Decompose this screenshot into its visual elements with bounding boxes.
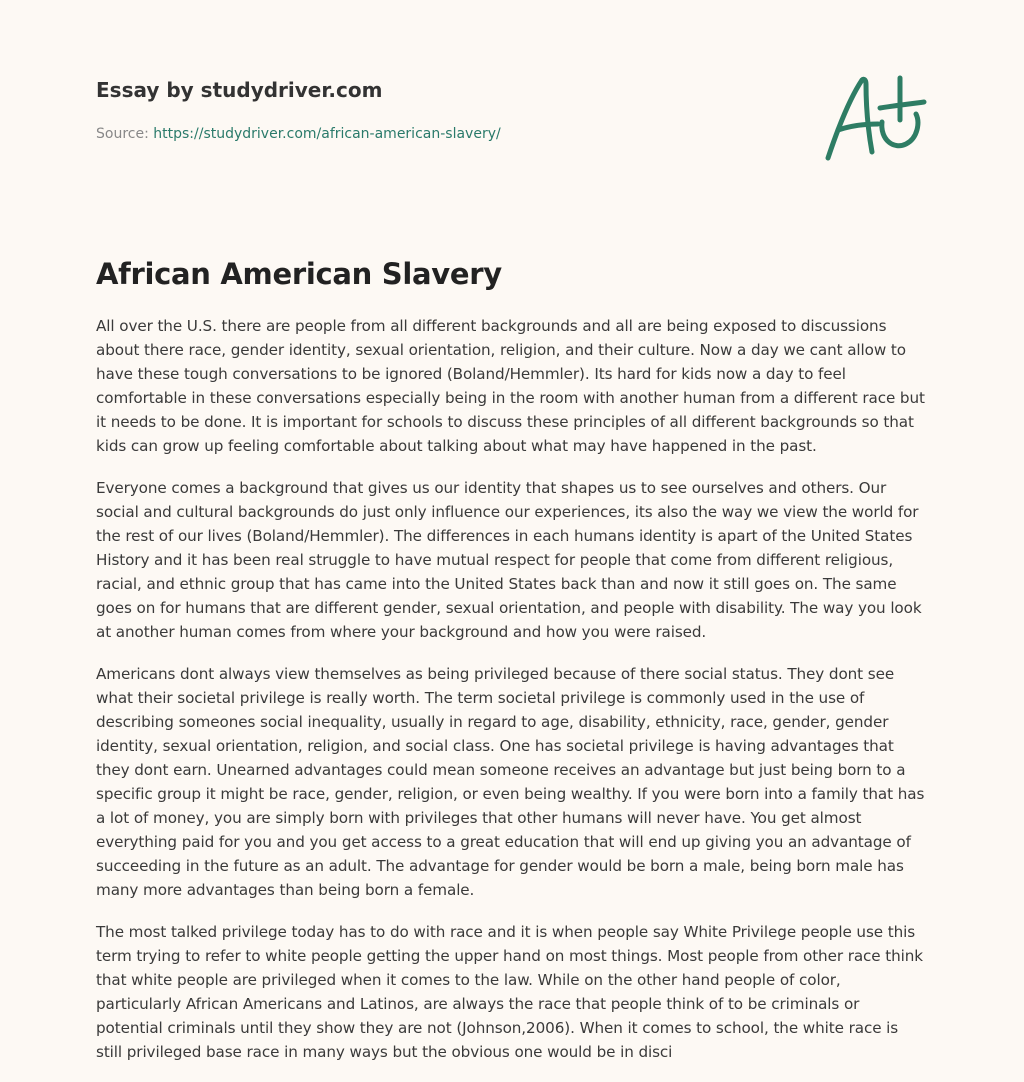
article-title: African American Slavery — [96, 257, 502, 291]
a-plus-logo-icon — [820, 68, 930, 164]
paragraph: All over the U.S. there are people from all different backgrounds and all are being exposed to discussions about there race, gender identity, sexual orientation, religion, and their culture. Now a day we cant allow to have these tough conversations to be ignored (Boland/Hemmler). Its hard for kids now a day to feel comfortable in these conversations especially being in the room with another human from a different race but it needs to be done. It is important for schools to discuss these principles of all different backgrounds so that kids can grow up feeling comfortable about talking about what may have happened in the past. — [96, 317, 925, 455]
document-header — [96, 76, 736, 144]
paragraph: The most talked privilege today has to do with race and it is when people say White Privilege people use this term trying to refer to white people getting the upper hand on most things. Most people from other race think that white people are privileged when it comes to the law. While on the other hand people of color, particularly African Americans and Latinos, are always the race that people think of to be criminals or potential criminals until they show they are not (Johnson,2006). When it comes to school, the white race is still privileged base race in many ways but the obvious one would be in disci — [96, 923, 923, 1061]
paragraph: Americans dont always view themselves as being privileged because of there social status. They dont see what their societal privilege is really worth. The term societal privilege is commonly used in the use of describing someones social inequality, usually in regard to age, disability, ethnicity, race, gender, gender identity, sexual orientation, religion, and social class. One has societal privilege is having advantages that they dont earn. Unearned advantages could mean someone receives an advantage but just being born to a specific group it might be race, gender, religion, or even being wealthy. If you were born into a family that has a lot of money, you are simply born with privileges that other humans will never have. You get almost everything paid for you and you get access to a great education that will end up giving you an advantage of succeeding in the future as an adult. The advantage for gender would be born a male, being born male has many more advantages than being born a female. — [96, 665, 925, 899]
paragraph: Everyone comes a background that gives us our identity that shapes us to see ourselves and others. Our social and cultural backgrounds do just only influence our experiences, its also the way we view the world for the rest of our lives (Boland/Hemmler). The differences in each humans identity is apart of the United States History and it has been real struggle to have mutual respect for people that come from different religious, racial, and ethnic group that has came into the United States back than and now it still goes on. The same goes on for humans that are different gender, sexual orientation, and people with disability. The way you look at another human comes from where your background and how you were raised. — [96, 479, 922, 641]
essay-by-heading: Essay by studydriver.com — [96, 78, 383, 102]
article-body — [96, 314, 926, 1082]
source-link[interactable]: https://studydriver.com/african-american-slavery/ — [153, 126, 501, 142]
source-line — [96, 124, 736, 144]
source-label: Source: — [96, 126, 149, 142]
